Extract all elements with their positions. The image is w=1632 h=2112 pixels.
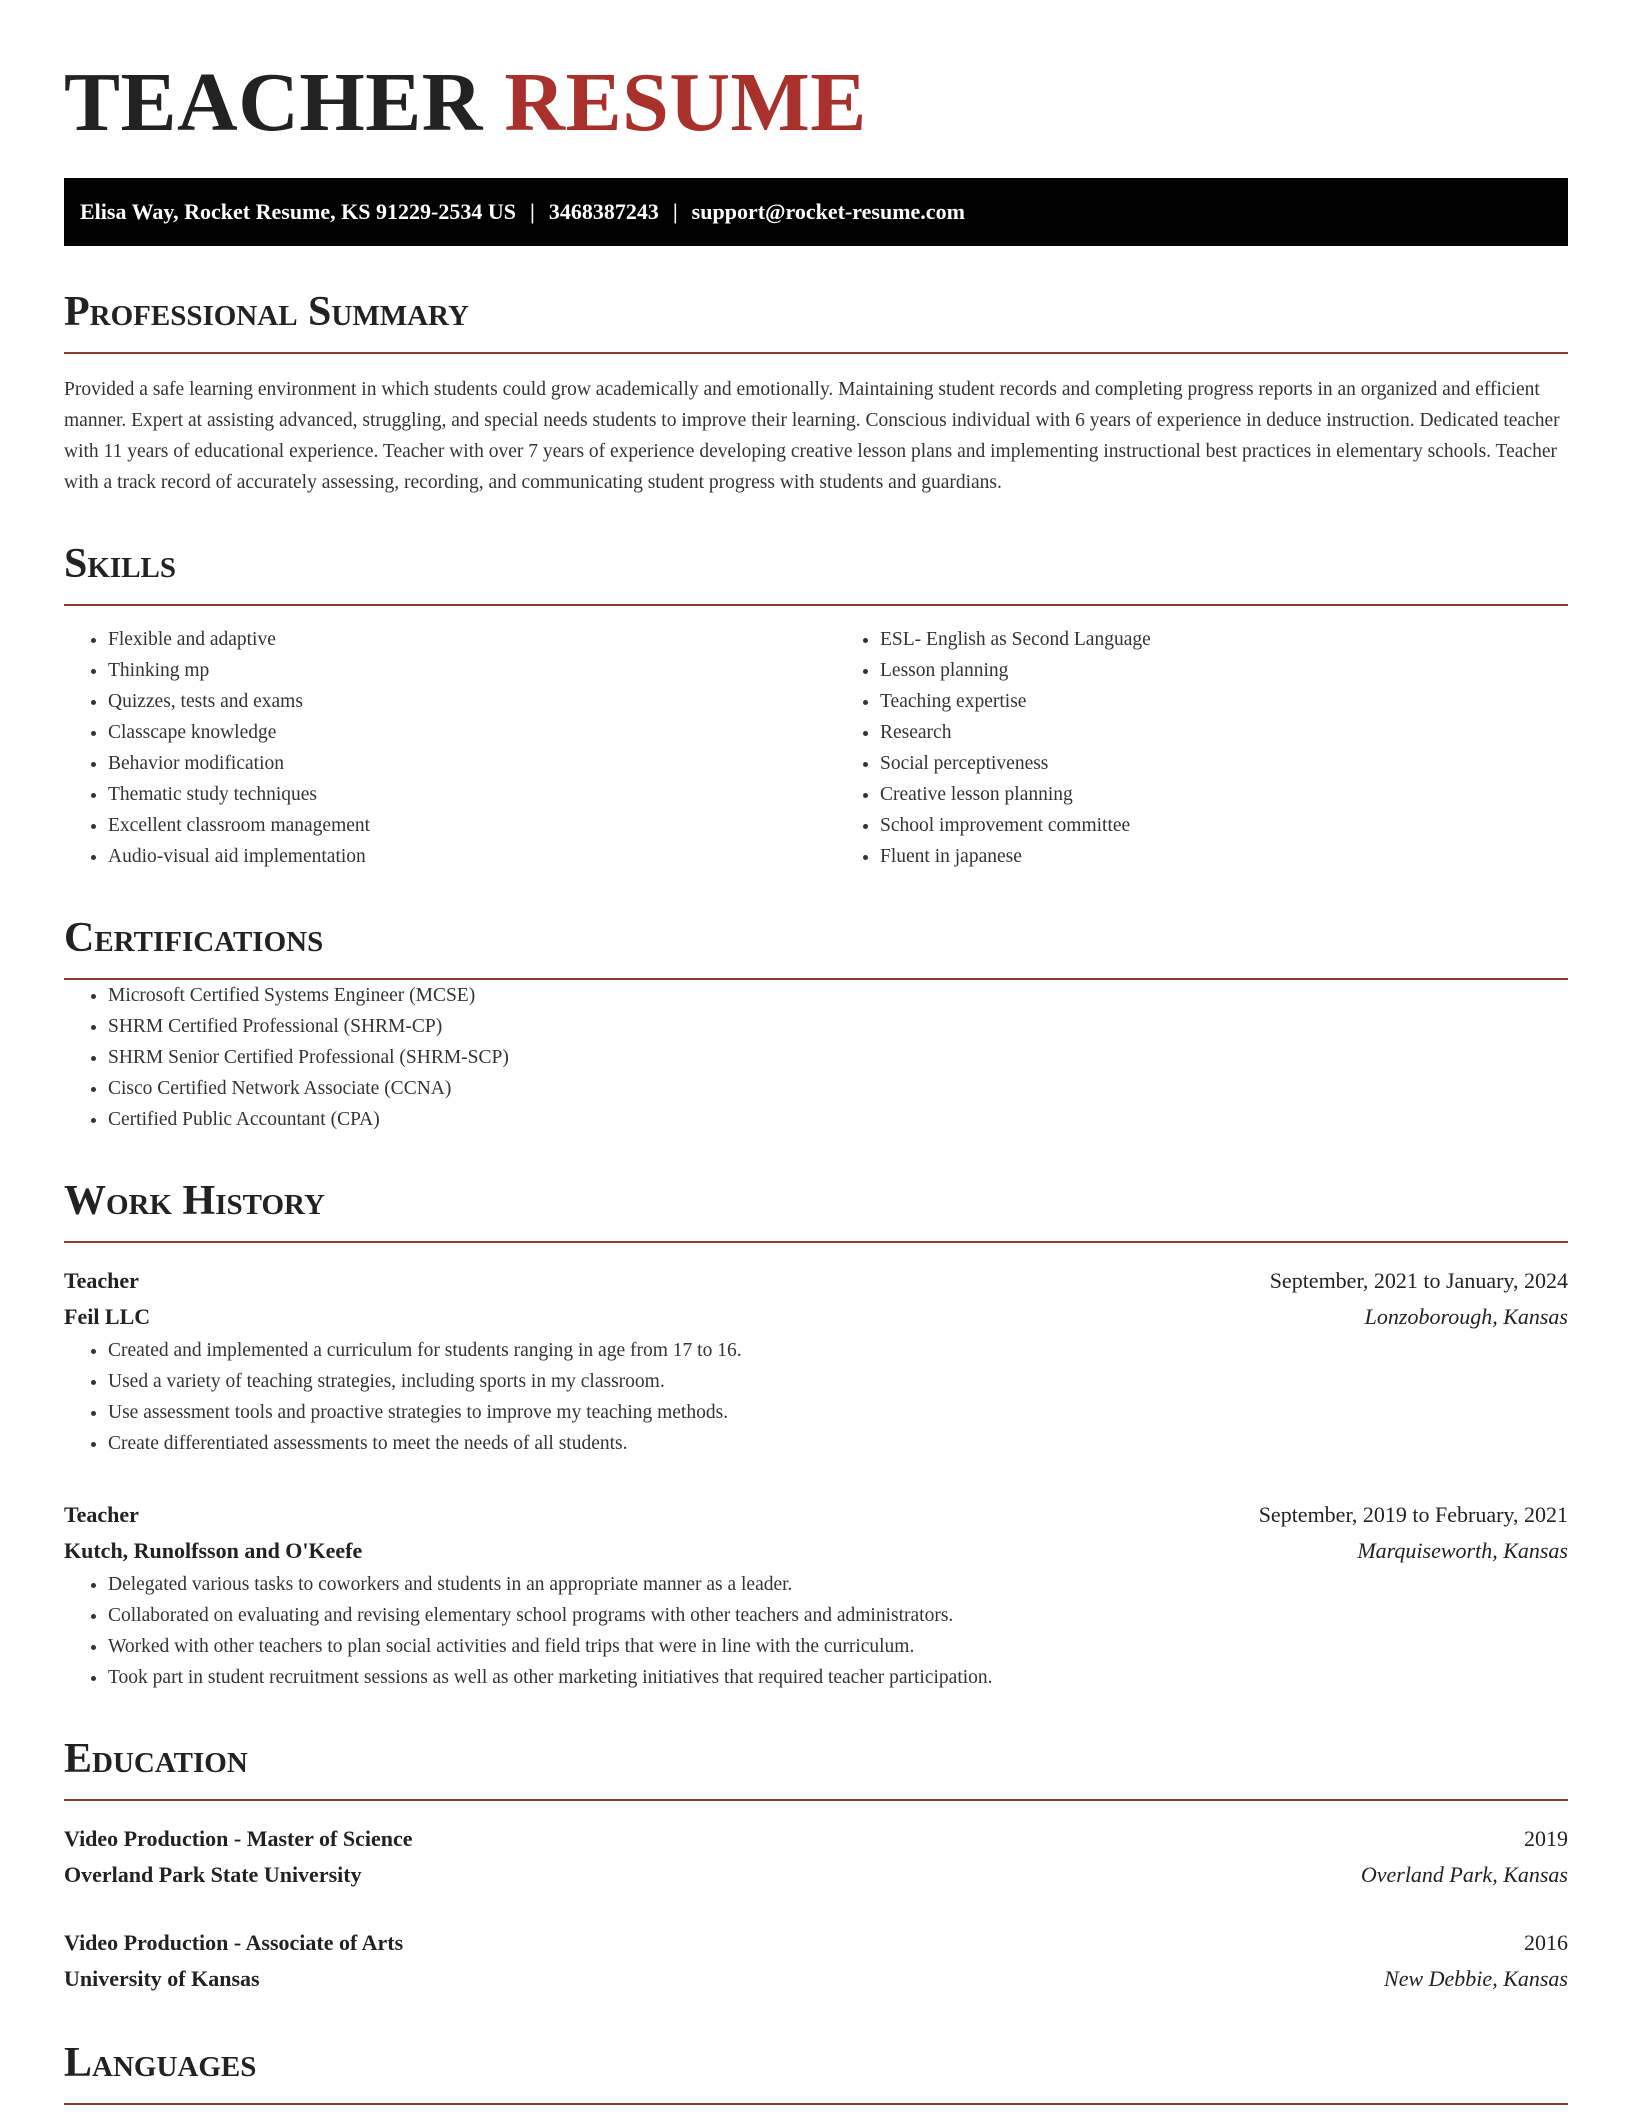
- skill-item: • Excellent classroom management: [108, 810, 796, 841]
- languages-heading: Languages: [64, 2040, 257, 2086]
- education-school-row: [64, 1961, 1568, 1997]
- job-duty-item: • Used a variety of teaching strategies, including sports in my classroom.: [108, 1366, 1568, 1397]
- skill-item: • Fluent in japanese: [880, 841, 1568, 872]
- job-dates: September, 2019 to February, 2021: [1258, 1502, 1568, 1527]
- title-primary: TEACHER: [64, 56, 483, 149]
- skills-section: [64, 540, 1568, 872]
- certifications-list: [64, 980, 1568, 1135]
- job-location: Lonzoborough, Kansas: [1364, 1304, 1568, 1329]
- skills-list-right: [836, 624, 1568, 872]
- education-year: 2019: [1524, 1826, 1568, 1851]
- skill-item: • Audio-visual aid implementation: [108, 841, 796, 872]
- job-dates: September, 2021 to January, 2024: [1269, 1268, 1568, 1293]
- skills-grid: [64, 624, 1568, 872]
- education-school: University of Kansas: [64, 1966, 260, 1991]
- education-degree-row: [64, 1925, 1568, 1961]
- section-divider: [64, 1799, 1568, 1801]
- education-school: Overland Park State University: [64, 1862, 362, 1887]
- certification-item: • SHRM Certified Professional (SHRM-CP): [108, 1011, 1568, 1042]
- job-title: Teacher: [64, 1502, 139, 1527]
- education-school-row: [64, 1857, 1568, 1893]
- work-history-section: [64, 1177, 1568, 1693]
- skill-item: • Teaching expertise: [880, 686, 1568, 717]
- education-entry: [64, 1821, 1568, 1893]
- education-degree-row: [64, 1821, 1568, 1857]
- section-divider: [64, 1241, 1568, 1243]
- contact-email: support@rocket-resume.com: [691, 199, 965, 224]
- education-degree: Video Production - Master of Science: [64, 1826, 413, 1851]
- job-header-row: [64, 1497, 1568, 1533]
- skill-item: • Research: [880, 717, 1568, 748]
- certification-item: • Microsoft Certified Systems Engineer (MCSE): [108, 980, 1568, 1011]
- job-company-row: [64, 1299, 1568, 1335]
- skill-item: • Thinking mp: [108, 655, 796, 686]
- job-entry: [64, 1263, 1568, 1459]
- job-duty-item: • Collaborated on evaluating and revising elementary school programs with other teachers and administrators.: [108, 1600, 1568, 1631]
- education-year: 2016: [1524, 1930, 1568, 1955]
- education-location: Overland Park, Kansas: [1360, 1862, 1568, 1887]
- job-duty-item: • Created and implemented a curriculum for students ranging in age from 17 to 16.: [108, 1335, 1568, 1366]
- education-location: New Debbie, Kansas: [1384, 1966, 1568, 1991]
- skill-item: • Thematic study techniques: [108, 779, 796, 810]
- skill-item: • Classcape knowledge: [108, 717, 796, 748]
- section-divider: [64, 352, 1568, 354]
- job-company-row: [64, 1533, 1568, 1569]
- job-duty-item: • Worked with other teachers to plan social activities and field trips that were in line with the curriculum.: [108, 1631, 1568, 1662]
- summary-text: Provided a safe learning environment in which students could grow academically and emotionally. Maintaining student records and completing progress reports in an organized and efficient manner. Expert at assisting advanced, struggling, and special needs students to improve their learning. Conscious individual with 6 years of experience in deduce instruction. Dedicated teacher with 11 years of educational experience. Teacher with over 7 years of experience developing creative lesson plans and implementing instructional best practices in elementary schools. Teacher with a track record of accurately assessing, recording, and communicating student progress with students and guardians.: [64, 379, 1560, 493]
- skill-item: • School improvement committee: [880, 810, 1568, 841]
- job-duty-item: • Delegated various tasks to coworkers and students in an appropriate manner as a leader.: [108, 1569, 1568, 1600]
- certifications-heading: Certifications: [64, 915, 324, 961]
- contact-bar: [64, 178, 1568, 246]
- education-section: [64, 1735, 1568, 1997]
- skill-item: • Creative lesson planning: [880, 779, 1568, 810]
- summary-section: [64, 288, 1568, 498]
- education-degree: Video Production - Associate of Arts: [64, 1930, 404, 1955]
- skill-item: • Behavior modification: [108, 748, 796, 779]
- job-company: Kutch, Runolfsson and O'Keefe: [64, 1538, 363, 1563]
- education-heading: Education: [64, 1736, 248, 1782]
- summary-heading: Professional Summary: [64, 289, 469, 335]
- contact-separator: |: [529, 199, 535, 224]
- contact-separator: |: [672, 199, 678, 224]
- job-duty-item: • Use assessment tools and proactive strategies to improve my teaching methods.: [108, 1397, 1568, 1428]
- skill-item: • ESL- English as Second Language: [880, 624, 1568, 655]
- job-company: Feil LLC: [64, 1304, 151, 1329]
- work-history-heading: Work History: [64, 1178, 325, 1224]
- title-accent: RESUME: [504, 56, 867, 149]
- certification-item: • Cisco Certified Network Associate (CCNA): [108, 1073, 1568, 1104]
- job-duties-list: [64, 1569, 1568, 1693]
- job-entry: [64, 1497, 1568, 1693]
- section-divider: [64, 2103, 1568, 2105]
- job-duty-item: • Took part in student recruitment sessions as well as other marketing initiatives that required teacher participation.: [108, 1662, 1568, 1693]
- document-title: [64, 52, 1568, 154]
- job-duties-list: [64, 1335, 1568, 1459]
- certification-item: • Certified Public Accountant (CPA): [108, 1104, 1568, 1135]
- section-divider: [64, 604, 1568, 606]
- skill-item: • Quizzes, tests and exams: [108, 686, 796, 717]
- job-location: Marquiseworth, Kansas: [1357, 1538, 1568, 1563]
- skill-item: • Social perceptiveness: [880, 748, 1568, 779]
- skills-heading: Skills: [64, 541, 177, 587]
- languages-section: [64, 2039, 1568, 2105]
- certification-item: • SHRM Senior Certified Professional (SHRM-SCP): [108, 1042, 1568, 1073]
- certifications-section: [64, 914, 1568, 1135]
- education-entry: [64, 1925, 1568, 1997]
- contact-phone: 3468387243: [548, 199, 659, 224]
- contact-address: Elisa Way, Rocket Resume, KS 91229-2534 US: [80, 199, 516, 224]
- job-title: Teacher: [64, 1268, 139, 1293]
- job-duty-item: • Create differentiated assessments to meet the needs of all students.: [108, 1428, 1568, 1459]
- job-header-row: [64, 1263, 1568, 1299]
- skill-item: • Flexible and adaptive: [108, 624, 796, 655]
- skill-item: • Lesson planning: [880, 655, 1568, 686]
- skills-list-left: [64, 624, 796, 872]
